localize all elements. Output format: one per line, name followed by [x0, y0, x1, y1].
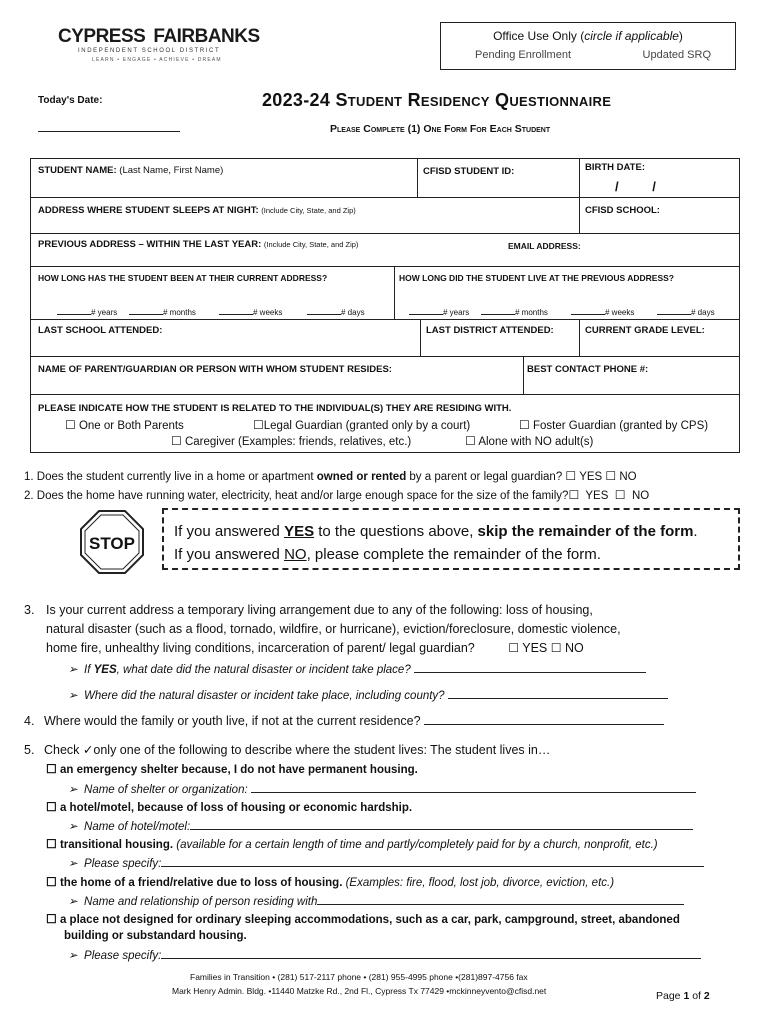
district-logo — [58, 26, 258, 63]
q3-location-field[interactable]: ➢ Where did the natural disaster or incident take place, including county? — [68, 687, 668, 702]
how-long-prev-label: HOW LONG DID THE STUDENT LIVE AT THE PREVIOUS ADDRESS? — [399, 273, 675, 283]
prev-weeks-field[interactable]: # weeks — [571, 303, 634, 317]
birth-date-field[interactable]: BIRTH DATE: — [585, 162, 645, 173]
rel-caregiver-checkbox[interactable]: ☐ Caregiver (Examples: friends, relatives, etc.) — [171, 434, 412, 448]
q3-yes-checkbox[interactable]: ☐ — [508, 641, 519, 655]
prev-months-field[interactable]: # months — [481, 303, 548, 317]
current-days-field[interactable]: # days — [307, 303, 365, 317]
current-years-field[interactable]: # years — [57, 303, 117, 317]
grade-level-field[interactable]: CURRENT GRADE LEVEL: — [585, 325, 705, 336]
skip-line-no: If you answered NO, please complete the remainder of the form. — [174, 546, 601, 563]
q2-no-checkbox[interactable]: ☐ — [614, 488, 626, 502]
parent-name-field[interactable]: NAME OF PARENT/GUARDIAN OR PERSON WITH WHOM STUDENT RESIDES: — [38, 364, 392, 375]
q5-option-friend-checkbox[interactable]: ☐ the home of a friend/relative due to loss of housing. (Examples: fire, flood, lost job, divorce, eviction, etc.) — [46, 875, 615, 889]
transitional-specify-field[interactable]: ➢ Please specify: — [68, 855, 704, 870]
checkmark-icon: ✓ — [82, 743, 94, 757]
q1-yes-checkbox[interactable]: ☐ — [565, 469, 577, 483]
q2-yes-checkbox[interactable]: ☐ — [568, 488, 580, 502]
logo-district: INDEPENDENT SCHOOL DISTRICT — [78, 48, 221, 54]
page-subtitle: Please Complete (1) One Form For Each Student — [330, 123, 551, 135]
last-school-field[interactable]: LAST SCHOOL ATTENDED: — [38, 325, 163, 336]
question-2: 2. Does the home have running water, electricity, heat and/or large enough space for the size of the family?☐ YES ☐ NO — [24, 488, 650, 502]
rel-parents-checkbox[interactable]: ☐ One or Both Parents — [65, 418, 184, 432]
student-info-grid — [30, 158, 740, 453]
student-id-field[interactable]: CFISD STUDENT ID: — [423, 166, 515, 177]
q5-prompt: Check ✓only one of the following to describe where the student lives: The student lives in… — [44, 743, 551, 757]
prev-years-field[interactable]: # years — [409, 303, 469, 317]
q3-line2: natural disaster (such as a flood, tornado, wildfire, or hurricane), eviction/foreclosure, domestic violence, — [46, 622, 621, 636]
office-opt-updated[interactable]: Updated SRQ — [642, 49, 711, 61]
q5-option-unsheltered-checkbox[interactable]: ☐ a place not designed for ordinary sleeping accommodations, such as a car, park, campground, street, abandoned — [46, 912, 680, 926]
q4-number: 4. — [24, 714, 35, 728]
q3-date-field[interactable]: ➢ If YES, what date did the natural disaster or incident take place? — [68, 661, 646, 676]
birth-date-slashes: / / — [615, 179, 656, 194]
relation-label: PLEASE INDICATE HOW THE STUDENT IS RELATED TO THE INDIVIDUAL(S) THEY ARE RESIDING WITH. — [38, 403, 512, 414]
current-months-field[interactable]: # months — [129, 303, 196, 317]
hotel-name-field[interactable]: ➢ Name of hotel/motel: — [68, 818, 693, 833]
student-name-field[interactable]: STUDENT NAME: (Last Name, First Name) — [38, 165, 224, 176]
prev-days-field[interactable]: # days — [657, 303, 715, 317]
q3-line3: home fire, unhealthy living conditions, incarceration of parent/ legal guardian? ☐ YES ☐ NO — [46, 641, 584, 655]
today-date-label: Today's Date: — [38, 95, 103, 106]
skip-line-yes: If you answered YES to the questions above, skip the remainder of the form. — [174, 523, 698, 540]
skip-instruction-box — [162, 508, 740, 570]
shelter-name-field[interactable]: ➢ Name of shelter or organization: — [68, 781, 696, 796]
q3-no-checkbox[interactable]: ☐ — [550, 641, 562, 655]
logo-word-left: CYPRESS — [58, 26, 146, 47]
office-opt-pending[interactable]: Pending Enrollment — [475, 49, 572, 61]
school-field[interactable]: CFISD SCHOOL: — [585, 205, 660, 216]
current-weeks-field[interactable]: # weeks — [219, 303, 282, 317]
rel-foster-checkbox[interactable]: ☐ Foster Guardian (granted by CPS) — [519, 418, 709, 432]
rel-alone-checkbox[interactable]: ☐ Alone with NO adult(s) — [465, 434, 594, 448]
rel-legal-guardian-checkbox[interactable]: ☐Legal Guardian (granted only by a court) — [253, 418, 471, 432]
page-number: Page 1 of 2 — [656, 990, 710, 1002]
footer-address-line: Mark Henry Admin. Bldg. •11440 Matzke Rd., 2nd Fl., Cypress Tx 77429 •mckinneyvento@cfisd.net — [172, 986, 547, 996]
q5-number: 5. — [24, 743, 35, 757]
stop-sign-text: STOP — [89, 534, 135, 553]
footer-contact-line: Families in Transition • (281) 517-2117 phone • (281) 955-4995 phone •(281)897-4756 fax — [190, 972, 528, 982]
q5-option-shelter-checkbox[interactable]: ☐ an emergency shelter because, I do not have permanent housing. — [46, 762, 418, 776]
page-title: 2023-24 Student Residency Questionnaire — [262, 90, 612, 110]
how-long-current-label: HOW LONG HAS THE STUDENT BEEN AT THEIR CURRENT ADDRESS? — [38, 273, 328, 283]
q5-option-hotel-checkbox[interactable]: ☐ a hotel/motel, because of loss of housing or economic hardship. — [46, 800, 413, 814]
last-district-field[interactable]: LAST DISTRICT ATTENDED: — [426, 325, 554, 336]
today-date-field[interactable] — [38, 131, 180, 132]
logo-tagline: LEARN • ENGAGE • ACHIEVE • DREAM — [92, 57, 222, 63]
phone-field[interactable]: BEST CONTACT PHONE #: — [527, 364, 649, 375]
q5-option-transitional-checkbox[interactable]: ☐ transitional housing. (available for a certain length of time and partly/completely paid for by a church, nonprofit, etc.) — [46, 837, 658, 851]
prev-address-field[interactable]: PREVIOUS ADDRESS – WITHIN THE LAST YEAR: (Include City, State, and Zip) — [38, 239, 359, 250]
q1-no-checkbox[interactable]: ☐ — [605, 469, 617, 483]
address-field[interactable]: ADDRESS WHERE STUDENT SLEEPS AT NIGHT: (Include City, State, and Zip) — [38, 205, 356, 216]
q5-option-unsheltered-line2: building or substandard housing. — [64, 930, 247, 942]
q4-field[interactable]: Where would the family or youth live, if not at the current residence? — [44, 712, 664, 730]
stop-sign-icon — [80, 510, 144, 574]
q3-number: 3. — [24, 603, 35, 617]
friend-relationship-field[interactable]: ➢ Name and relationship of person residing with — [68, 893, 684, 908]
email-field[interactable]: EMAIL ADDRESS: — [508, 241, 581, 251]
logo-word-right: FAIRBANKS — [153, 26, 260, 47]
unsheltered-specify-field[interactable]: ➢ Please specify: — [68, 947, 701, 962]
office-use-box — [440, 22, 736, 70]
q3-line1: Is your current address a temporary living arrangement due to any of the following: loss of housing, — [46, 603, 593, 617]
office-use-title: Office Use Only (circle if applicable) — [493, 29, 683, 43]
question-1: 1. Does the student currently live in a home or apartment owned or rented by a parent or legal guardian? ☐ YES ☐ NO — [24, 469, 637, 483]
